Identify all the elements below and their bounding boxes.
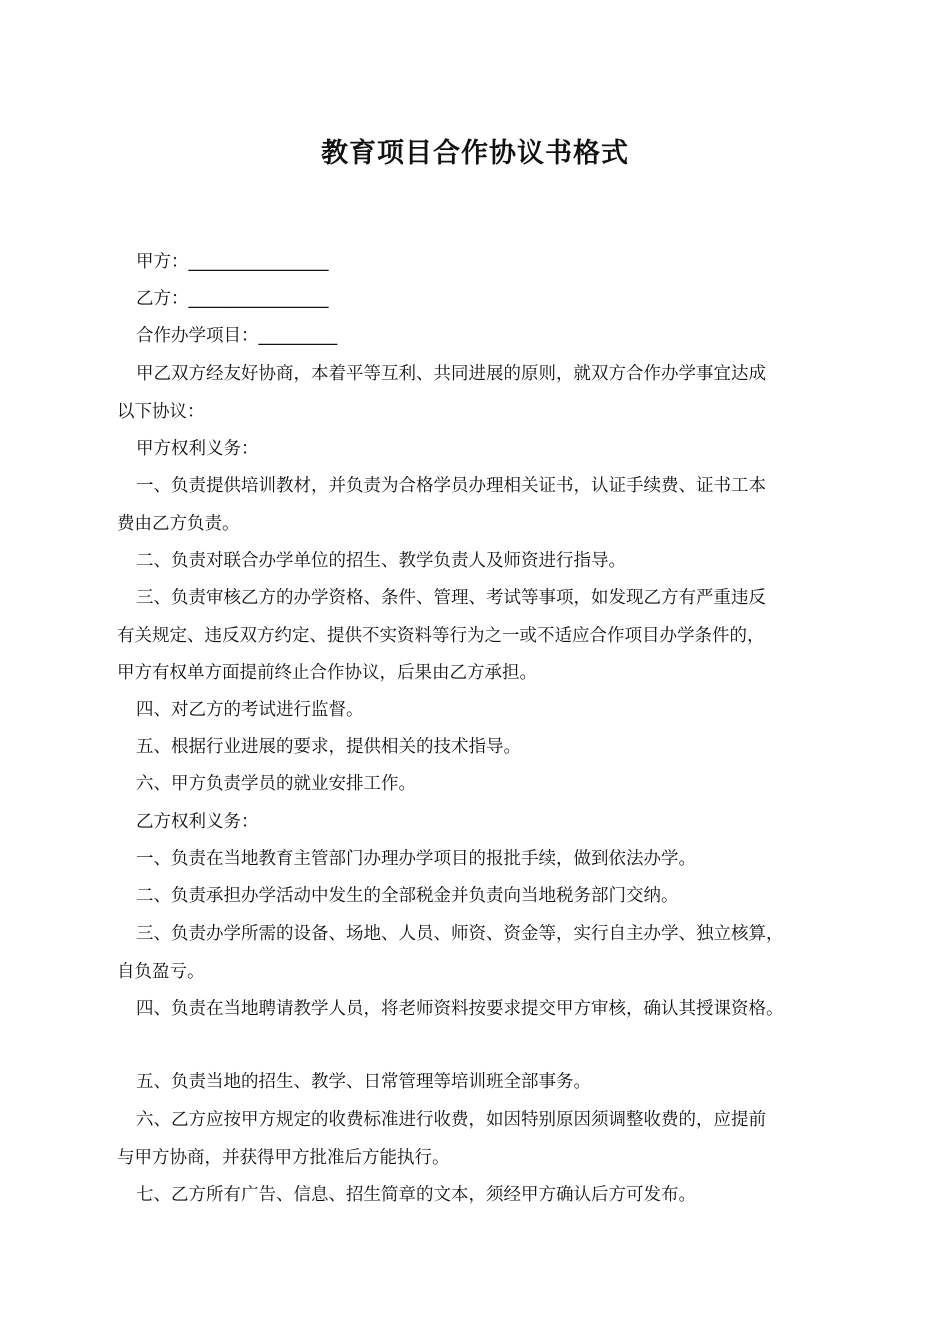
party-b-item-3-line-2: 自负盈亏。 xyxy=(117,961,205,982)
party-a-item-1-line-1: 一、负责提供培训教材，并负责为合格学员办理相关证书，认证手续费、证书工本 xyxy=(136,476,766,496)
project-text: 合作办学项目：_________ xyxy=(136,326,338,346)
party-b-item-3-line-1: 三、负责办学所需的设备、场地、人员、师资、资金等，实行自主办学、独立核算， xyxy=(136,924,784,944)
party-b-heading-text: 乙方权利义务： xyxy=(136,812,259,832)
party-b-item-1 xyxy=(117,841,835,879)
party-a-item-6-line-1: 六、甲方负责学员的就业安排工作。 xyxy=(136,774,416,794)
party-b-item-7 xyxy=(117,1177,835,1215)
party-a-heading xyxy=(117,431,835,469)
party-b-line xyxy=(117,281,835,319)
party-a-item-6 xyxy=(117,766,835,804)
party-a-item-3 xyxy=(117,580,835,693)
party-b-item-5 xyxy=(117,1064,835,1102)
party-a-item-1-line-2: 费由乙方负责。 xyxy=(117,513,240,534)
party-a-text: 甲方：________________ xyxy=(136,252,329,272)
party-a-item-2-line-1: 二、负责对联合办学单位的招生、教学负责人及师资进行指导。 xyxy=(136,551,626,571)
party-b-item-6-line-2: 与甲方协商，并获得甲方批准后方能执行。 xyxy=(117,1147,450,1168)
party-a-heading-text: 甲方权利义务： xyxy=(136,439,259,459)
party-b-item-3 xyxy=(117,916,835,991)
party-a-item-3-line-1: 三、负责审核乙方的办学资格、条件、管理、考试等事项，如发现乙方有严重违反 xyxy=(136,588,766,608)
party-b-item-6-line-1: 六、乙方应按甲方规定的收费标准进行收费，如因特别原因须调整收费的，应提前 xyxy=(136,1110,766,1130)
party-b-item-1-line-1: 一、负责在当地教育主管部门办理办学项目的报批手续，做到依法办学。 xyxy=(136,849,696,869)
party-a-item-3-line-3: 甲方有权单方面提前终止合作协议，后果由乙方承担。 xyxy=(117,663,537,683)
party-a-item-4 xyxy=(117,692,835,730)
party-b-heading xyxy=(117,804,835,842)
party-a-item-5 xyxy=(117,729,835,767)
party-b-text: 乙方：________________ xyxy=(136,289,329,309)
party-a-item-3-line-2: 有关规定、违反双方约定、提供不实资料等行为之一或不适应合作项目办学条件的， xyxy=(117,625,765,646)
party-a-item-2 xyxy=(117,543,835,581)
party-b-item-7-line-1: 七、乙方所有广告、信息、招生简章的文本，须经甲方确认后方可发布。 xyxy=(136,1185,696,1205)
party-a-item-1 xyxy=(117,468,835,543)
party-a-item-4-line-1: 四、对乙方的考试进行监督。 xyxy=(136,700,364,720)
intro-line-2: 以下协议： xyxy=(117,401,205,422)
party-b-item-6 xyxy=(117,1102,835,1177)
party-a-item-5-line-1: 五、根据行业进展的要求，提供相关的技术指导。 xyxy=(136,737,521,757)
party-b-item-5-line-1: 五、负责当地的招生、教学、日常管理等培训班全部事务。 xyxy=(136,1072,591,1092)
intro-paragraph xyxy=(117,356,835,431)
party-b-item-4 xyxy=(117,991,835,1029)
party-b-item-4-line-1: 四、负责在当地聘请教学人员，将老师资料按要求提交甲方审核，确认其授课资格。 xyxy=(136,999,784,1019)
party-a-line xyxy=(117,244,835,282)
project-line xyxy=(117,318,835,356)
intro-line-1: 甲乙双方经友好协商，本着平等互利、共同进展的原则，就双方合作办学事宜达成 xyxy=(136,364,766,384)
document-title: 教育项目合作协议书格式 xyxy=(321,138,629,169)
party-b-item-2-line-1: 二、负责承担办学活动中发生的全部税金并负责向当地税务部门交纳。 xyxy=(136,886,679,906)
party-b-item-2 xyxy=(117,878,835,916)
